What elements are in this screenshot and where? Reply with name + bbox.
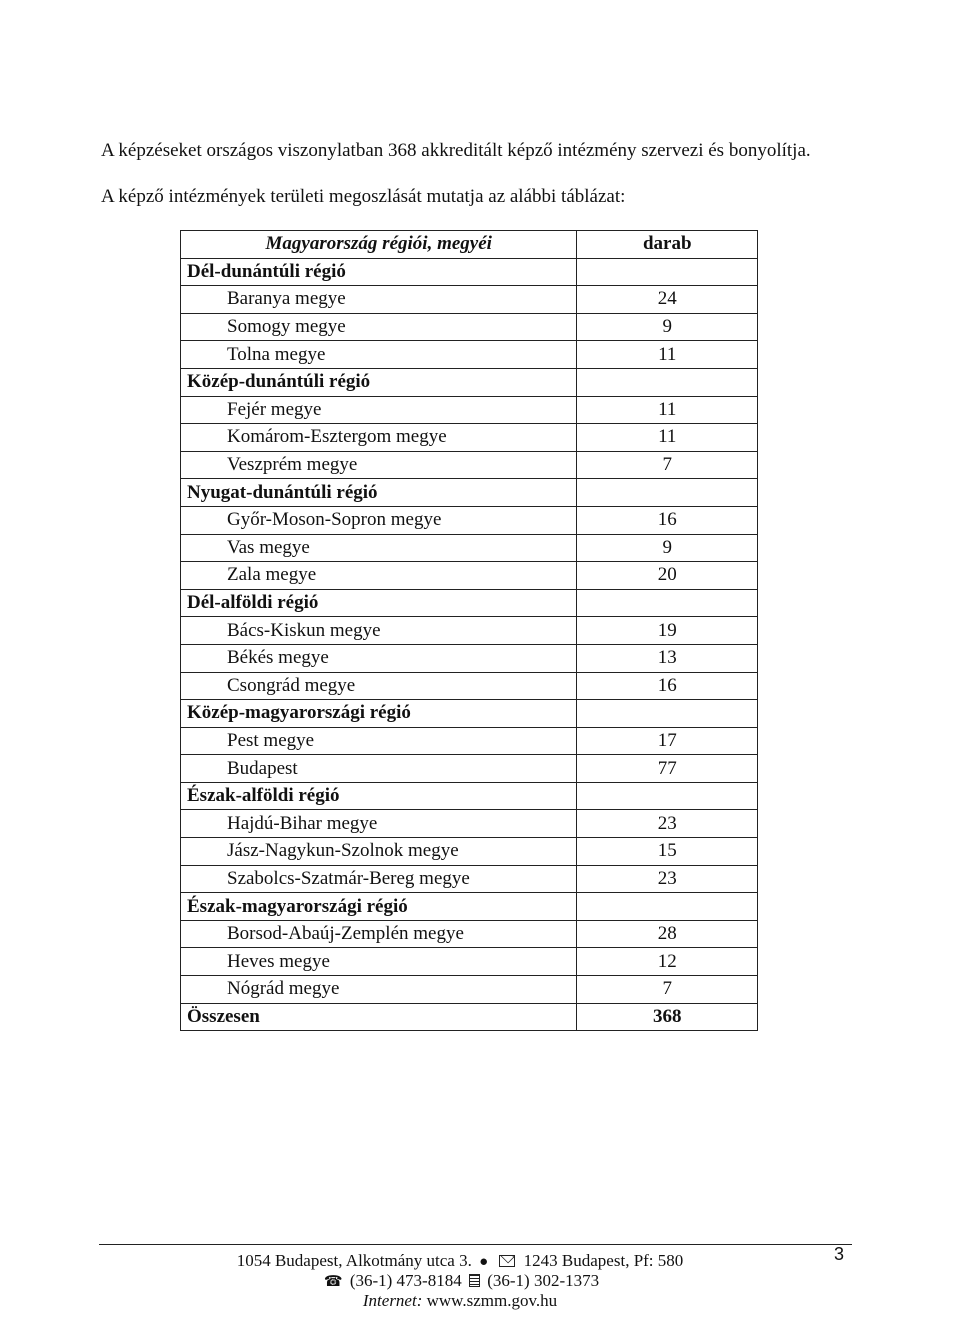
page-number: 3	[834, 1244, 845, 1264]
intro-line-1: A képzéseket országos viszonylatban 368 akkreditált képző intézmény szervezi és bonyolítja.	[101, 140, 811, 161]
footer-phone: (36-1) 473-8184	[349, 1271, 462, 1290]
county-row	[181, 810, 758, 838]
county-name: Nógrád megye	[181, 976, 577, 1004]
region-name: Nyugat-dunántúli régió	[181, 479, 577, 507]
county-name: Veszprém megye	[181, 451, 577, 479]
county-row	[181, 341, 758, 369]
county-name: Baranya megye	[181, 286, 577, 314]
count-cell: 7	[577, 976, 758, 1004]
count-cell: 23	[577, 865, 758, 893]
county-row	[181, 396, 758, 424]
county-name: Somogy megye	[181, 313, 577, 341]
region-row	[181, 589, 758, 617]
region-name: Közép-magyarországi régió	[181, 700, 577, 728]
region-row	[181, 479, 758, 507]
county-name: Budapest	[181, 755, 577, 783]
region-name: Dél-alföldi régió	[181, 589, 577, 617]
count-cell: 9	[577, 313, 758, 341]
count-cell: 20	[577, 562, 758, 590]
county-row	[181, 755, 758, 783]
count-cell: 11	[577, 341, 758, 369]
count-cell: 7	[577, 451, 758, 479]
count-cell: 77	[577, 755, 758, 783]
count-cell: 11	[577, 396, 758, 424]
county-name: Bács-Kiskun megye	[181, 617, 577, 645]
regions-table	[180, 230, 758, 1031]
phone-icon: ☎	[323, 1274, 343, 1290]
county-name: Csongrád megye	[181, 672, 577, 700]
count-cell: 16	[577, 506, 758, 534]
county-row	[181, 506, 758, 534]
count-cell	[577, 893, 758, 921]
count-cell	[577, 258, 758, 286]
region-name: Észak-magyarországi régió	[181, 893, 577, 921]
county-name: Békés megye	[181, 644, 577, 672]
county-row	[181, 920, 758, 948]
count-cell: 15	[577, 838, 758, 866]
count-cell	[577, 479, 758, 507]
county-name: Jász-Nagykun-Szolnok megye	[181, 838, 577, 866]
total-value: 368	[577, 1003, 758, 1031]
count-cell: 28	[577, 920, 758, 948]
county-row	[181, 424, 758, 452]
county-row	[181, 948, 758, 976]
count-cell	[577, 368, 758, 396]
county-row	[181, 562, 758, 590]
county-name: Hajdú-Bihar megye	[181, 810, 577, 838]
county-name: Győr-Moson-Sopron megye	[181, 506, 577, 534]
county-row	[181, 313, 758, 341]
footer-fax: (36-1) 302-1373	[487, 1271, 600, 1290]
county-name: Fejér megye	[181, 396, 577, 424]
region-row	[181, 368, 758, 396]
region-row	[181, 700, 758, 728]
footer-address: 1054 Budapest, Alkotmány utca 3.	[236, 1251, 472, 1270]
county-row	[181, 644, 758, 672]
count-cell	[577, 782, 758, 810]
region-row	[181, 782, 758, 810]
count-cell: 24	[577, 286, 758, 314]
count-cell: 11	[577, 424, 758, 452]
header-count: darab	[577, 231, 758, 259]
count-cell: 17	[577, 727, 758, 755]
county-name: Borsod-Abaúj-Zemplén megye	[181, 920, 577, 948]
region-name: Észak-alföldi régió	[181, 782, 577, 810]
bullet-icon: ●	[479, 1254, 489, 1270]
county-row	[181, 286, 758, 314]
intro-line-2: A képző intézmények területi megoszlását mutatja az alábbi táblázat:	[101, 186, 626, 207]
county-row	[181, 727, 758, 755]
region-row	[181, 258, 758, 286]
footer-internet-line	[150, 1290, 770, 1311]
county-name: Szabolcs-Szatmár-Bereg megye	[181, 865, 577, 893]
footer-rule	[99, 1244, 852, 1245]
fax-icon	[469, 1274, 480, 1287]
total-label: Összesen	[181, 1003, 577, 1031]
footer-postal: 1243 Budapest, Pf: 580	[523, 1251, 684, 1270]
count-cell: 13	[577, 644, 758, 672]
county-name: Vas megye	[181, 534, 577, 562]
region-name: Dél-dunántúli régió	[181, 258, 577, 286]
county-row	[181, 534, 758, 562]
county-name: Tolna megye	[181, 341, 577, 369]
county-row	[181, 865, 758, 893]
count-cell	[577, 589, 758, 617]
count-cell: 9	[577, 534, 758, 562]
region-row	[181, 893, 758, 921]
county-row	[181, 672, 758, 700]
total-row	[181, 1003, 758, 1031]
header-regions: Magyarország régiói, megyéi	[181, 231, 577, 259]
region-name: Közép-dunántúli régió	[181, 368, 577, 396]
county-name: Heves megye	[181, 948, 577, 976]
table-header-row	[181, 231, 758, 259]
county-name: Komárom-Esztergom megye	[181, 424, 577, 452]
county-row	[181, 617, 758, 645]
footer-internet-label: Internet:	[362, 1291, 423, 1310]
county-row	[181, 976, 758, 1004]
count-cell: 19	[577, 617, 758, 645]
count-cell: 16	[577, 672, 758, 700]
count-cell	[577, 700, 758, 728]
county-name: Zala megye	[181, 562, 577, 590]
county-row	[181, 838, 758, 866]
county-row	[181, 451, 758, 479]
count-cell: 23	[577, 810, 758, 838]
county-name: Pest megye	[181, 727, 577, 755]
envelope-icon	[499, 1255, 515, 1267]
count-cell: 12	[577, 948, 758, 976]
footer-internet-url: www.szmm.gov.hu	[426, 1291, 558, 1310]
